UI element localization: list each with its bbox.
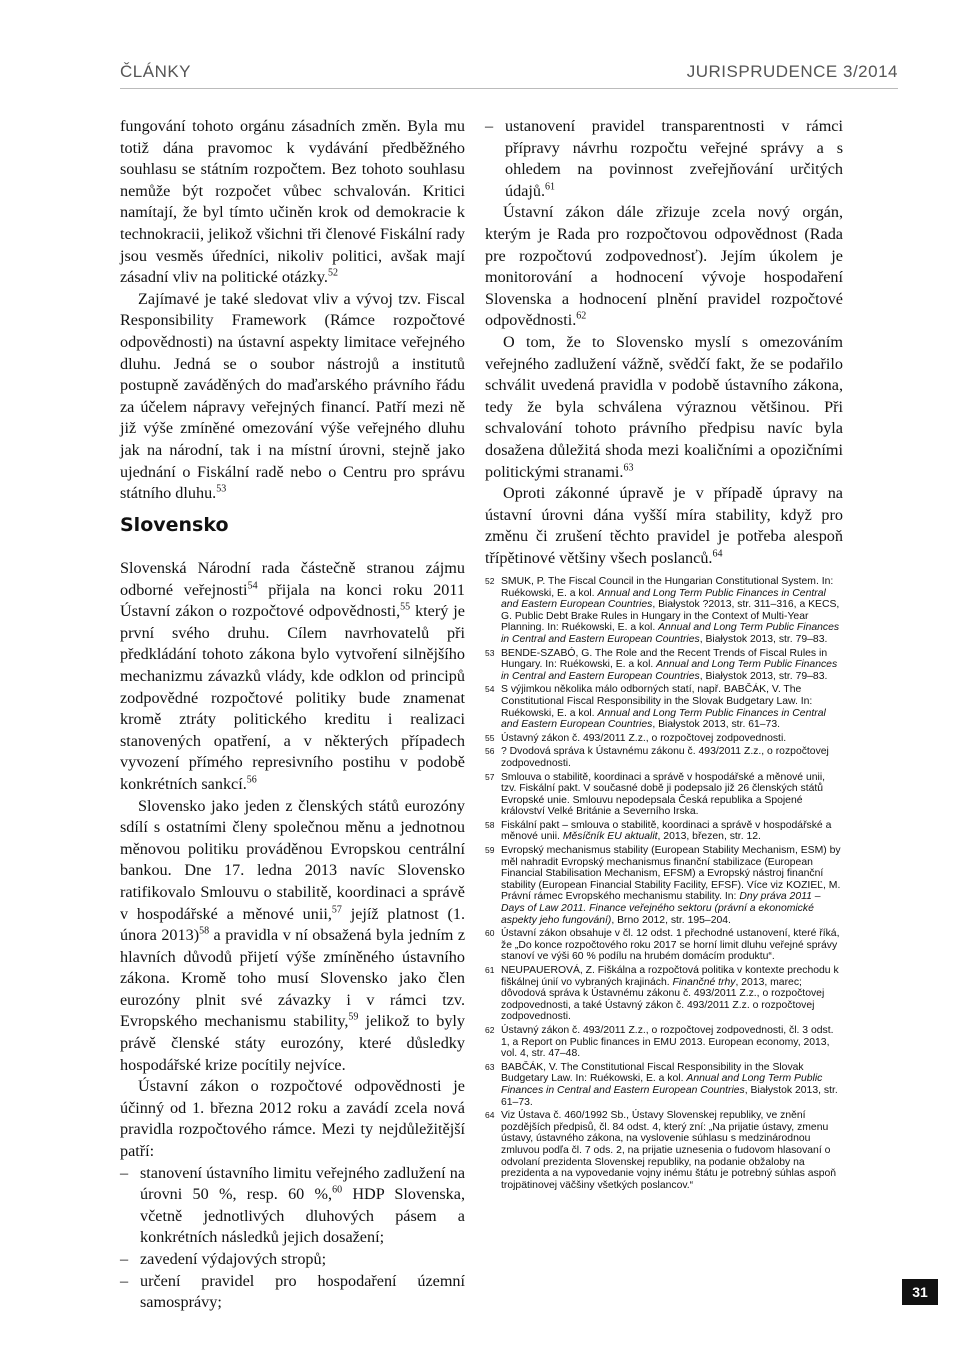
footnote [485,1110,843,1191]
footnote-text: , Brno 2012, str. 195–204. [611,914,731,926]
footnote [485,1025,843,1060]
footnote-text: NEUPAUEROVÁ, Z. Fiškálna a rozpočtová politika v kontexte prechodu k fiškálnej únií vo vybraných krajinách. [501,965,839,988]
footnote [485,820,843,843]
paragraph: O tom, že to Slovensko myslí s omezováním veřejného zadlužení vážně, svědčí fakt, že se podařilo schválit uvedená pravidla v podobě ústavního zákona, tedy že byla schválena výraznou většinou. Při schvalování tohoto právního předpisu navíc byla dosažena důležitá shoda mezi koaličními a opozičními politickými stranami.$^{63}$ [485,332,843,481]
page-number: 31 [902,1279,938,1305]
footnote [485,928,843,963]
list-item: – zavedení výdajových stropů; [120,1249,465,1271]
footnote-text: Ústavný zákon č. 493/2011 Z.z., o rozpočtovej zodpovednosti, čl. 3 odst. 1, a Report on Public finances in EMU 2013. European economy, 2013, vol. 4, str. 47–48. [501,1024,834,1060]
footnote-ref[interactable]: 64 [712,548,723,560]
footnote-number: 60 [485,928,495,939]
footnote [485,965,843,1023]
footnote-text: BABČÁK, V. The Constitutional Fiscal Responsibility in the Slovak Budgetary Law. In: Ruékowski, E. a kol. [501,1061,804,1085]
left-column-top [120,116,465,505]
footnote-ref[interactable]: 60 [332,1184,343,1196]
footnote [485,746,843,769]
footnote-number: 55 [485,732,495,743]
footnote-number: 63 [485,1061,495,1072]
footnote [485,648,843,683]
dash-marker: – [485,117,494,135]
footnote-ref[interactable]: 53 [216,483,227,495]
footnote-ref[interactable]: 55 [400,601,411,613]
footnote-text: Dny práva 2011 – Days of Law 2011. Finance veřejného sektoru (právní a ekonomické aspekty jeho fungování) [501,891,821,926]
footnote-text: Annual and Long Term Public Finances in Central and Eastern European Countries [501,707,826,731]
footnote-ref[interactable]: 52 [327,267,338,279]
footnote-number: 59 [485,845,495,856]
list-item: – stanovení ústavního limitu veřejného zadlužení na úrovni 50 %, resp. 60 %,$^{60}$ HDP Slovenska, včetně jednotlivých dluhových pásem a konkrétních následků jejich dosažení; [120,1163,466,1247]
footnote-text: Smlouva o stabilitě, koordinaci a správě v hospodářské a měnové unii, tzv. Fiskální pakt. V současné době ji podepsalo již 26 členských států Evropské unie. Smlouvu nepodepsala Česká republika a Spojené království Velké Británie a Severního Irska. [501,771,826,818]
footnote-text: SMUK, P. The Fiscal Council in the Hungarian Constitutional System. In: Ruékowski, E. a kol. [501,576,834,599]
footnote-number: 56 [485,746,495,757]
dash-marker: – [120,1250,129,1268]
footnote-text: , Białystok 2013, str. 79–83. [699,633,828,645]
footnote-text: Annual and Long Term Public Finances in Central and Eastern European Countries [501,659,838,682]
paragraph: fungování tohoto orgánu zásadních změn. Byla mu totiž dána pravomoc k vydávání předběžného souhlasu se státním rozpočtem. Bez tohoto souhlasu nemůže být rozpočet vůbec schvalován. Kritici namítají, že byl tímto učiněn krok od demokracie k technokracii, jelikož všichni tři členové Fiskální rady jsou vesměs úředníci, nikoliv politici, avšak mají zásadní vliv na politické otázky.$^{52}$ [120,117,465,287]
footnote [485,772,843,818]
footnote-number: 61 [485,965,495,975]
footnote-number: 64 [485,1110,495,1121]
paragraph: Ústavní zákon dále zřizuje zcela nový orgán, kterým je Rada pro rozpočtovou odpovědnost (Rada pre rozpočtovú zodpovednosť). Jejím úkolem je monitorování a hodnocení vývoje hospodaření Slovenska a hodnocení plnění pravidel rozpočtové odpovědnosti.$^{62}$ [485,203,843,330]
footnote-ref[interactable]: 58 [199,925,210,937]
footnote-text: BENDE-SZABÓ, G. The Role and the Recent Trends of Fiscal Rules in Hungary. In: Ruékowski, E. a kol. [501,647,828,671]
right-column [485,116,843,569]
footnote-text: Ústavní zákon obsahuje v čl. 12 odst. 1 přechodné ustanovení, které říká, že „Do konce rozpočtového roku 2017 se horní limit dluhu veřejné správy stanoví ve výši 60 % podílu na hrubém domácím produktu“. [501,928,840,963]
footnote-text: , Białystok 2013, str. 61–73. [501,1084,838,1108]
footnote-text: , 2013, marec; dôvodová správa k Ústavnému zákonu č. 493/2011 Z.z., o rozpočtovej zodpovednosti, a také Ústavný zákon č. 493/2011 Z.z. o rozpočtovej zodpovednosti. [501,976,825,1023]
footnote-ref[interactable]: 56 [246,774,257,786]
footnote [485,733,843,745]
footnote [485,576,843,646]
paragraph: Oproti zákonné úpravě je v případě úpravy na ústavní úrovni dána vyšší míra stability, když pro změnu či zrušení těchto pravidel je potřeba alespoň třípětinové většiny všech poslanců.$^{64}$ [485,484,843,567]
footnote-text: Finančné trhy [672,976,736,988]
running-header [0,58,960,86]
footnote-text: Viz Ústava č. 460/1992 Sb., Ústavy Slovenskej republiky, ve znění pozdějších předpisů, čl. 84 odst. 4, který zní: „Na prijatie ústavy, zmenu ústavy, ústavného zákona, na vyslovenie súhlasu s medzinárodnou zmluvou podľa čl. 7 ods. 2, na prijatie uznesenia o fudovom hlasovaní o odvolaní prezidenta Slovenskej republiky, na podanie obžaloby na prezidenta a na vypovedanie vojny inému štátu je potrebný súhlas aspoň trojpätinovej väčšiny všetkých poslancov.“ [501,1110,837,1191]
footnotes [485,576,843,1193]
paragraph: Ústavní zákon o rozpočtové odpovědnosti je účinný od 1. března 2012 roku a zavádí zcela nová pravidla rozpočtového rámce. Mezi ty nejdůležitější patří: [120,1077,465,1161]
footnote-text: Fiskální pakt – smlouva o stabilitě, koordinaci a správě v hospodářské a měnové unii. [501,819,832,843]
footnote-text: Annual and Long Term Public Finances in Central and Eastern European Countries [501,1073,823,1096]
footnote-number: 62 [485,1024,495,1035]
footnote-text: , Białystok ?2013, str. 311–316, a KECS, G. Public Debt Brake Rules in Hungary in the Context of Multi-Year Planning. In: Ruékowski, E. a kol. [501,599,840,634]
section-heading: Slovensko [120,514,229,536]
dash-marker: – [120,1271,129,1290]
footnote-ref[interactable]: 63 [623,462,634,474]
footnote-text: , Białystok 2013, str. 61–73. [652,719,780,731]
list-item: – určení pravidel pro hospodaření územní samosprávy; [120,1271,465,1312]
footnote-ref[interactable]: 57 [331,904,342,916]
paragraph: Slovenská Národní rada částečně stranou zájmu odborné veřejnosti$^{54}$ přijala na konci roku 2011 Ústavní zákon o rozpočtové odpovědnosti,$^{55}$ který je první svého druhu. Cílem navrhovatelů při předkládání tohoto zákona bylo vytvoření silnějšího mechanizmu závazků vlády, kde odklon od principů zodpovědné rozpočtové politiky bude znamenat kromě ztráty politického kreditu i realizaci stanovených opatření, a v některých případech vyvození přímého represivního postihu v podobě konkrétních sankcí.$^{56}$ [120,559,465,793]
footnote-text: Annual and Long Term Public Finances in Central and Eastern European Countries [501,587,826,611]
footnote-number: 57 [485,771,495,782]
footnote-ref[interactable]: 59 [348,1012,359,1024]
paragraph: Slovensko jako jeden z členských států eurozóny sdílí s ostatními členy společnou měnu a jednotnou měnovou politiku prováděnou Evropskou centrální bankou. Dne 17. ledna 2013 navíc Slovensko ratifikovalo Smlouvu o stabilitě, koordinaci a správě v hospodářské a měnové unii,$^{57}$ jejíž platnost (1. února 2013)$^{58}$ a pravidla v ní obsažená byla jedním z hlavních důvodů přijetí výše zmíněného ústavního zákona. Kromě toho musí Slovensko jako člen eurozóny plnit své závazky i v rámci tzv. Evropského mechanismu stability,$^{59}$ jelikož to byly právě členské státy eurozóny, které důsledky hospodářské krize pocítily nejvíce. [120,796,466,1074]
footnote-text: Evropský mechanismus stability (European Stability Mechanism, ESM) by měl nahradit Evropský mechanismus finanční stabilizace (European Financial Stabilisation Mechanism, EFSM) a Evropský nástroj finanční stability (European Financial Stability Facility, EFSF). Více viz KOZIEĽ, M. Právní rámec Evropského mechanismu stability. In: [501,845,841,903]
footnote-number: 52 [485,576,495,586]
footnote [485,1062,843,1108]
footnote-ref[interactable]: 61 [545,181,556,193]
footnote-text: Měsíčník EU aktualit [562,831,658,843]
footnote-number: 53 [485,647,495,658]
footnote-text: ? Dvodová správa k Ústavnému zákonu č. 493/2011 Z.z., o rozpočtovej zodpovednosti. [501,746,829,769]
footnote-ref[interactable]: 54 [247,580,258,592]
list-item: – ustanovení pravidel transparentnosti v rámci přípravy návrhu rozpočtu veřejné správy a s ohledem na povinnost zveřejňování určitých údajů.$^{61}$ [485,117,843,200]
footnote [485,845,843,926]
footnote [485,684,843,730]
footnote-number: 58 [485,819,495,830]
footnote-text: , 2013, březen, str. 12. [657,831,761,843]
footnote-text: , Białystok 2013, str. 79–83. [699,670,828,682]
footnote-text: Ústavný zákon č. 493/2011 Z.z., o rozpočtovej zodpovednosti. [501,732,787,744]
footnote-text: Annual and Long Term Public Finances in Central and Eastern European Countries [501,622,840,645]
section-label: ČLÁNKY [120,62,192,81]
footnote-number: 54 [485,684,495,695]
journal-label: JURISPRUDENCE 3/2014 [686,62,898,81]
paragraph: Zajímavé je také sledovat vliv a vývoj tzv. Fiscal Responsibility Framework (Rámce rozpočtové odpovědnosti) na ústavní aspekty limitace veřejného dluhu. Jedná se o soubor nástrojů a institutů postupně zaváděných do maďarského právního řádu za účelem nápravy veřejných financí. Patří mezi ně již výše zmíněné omezování výše veřejného dluhu jak na národní, tak i na místní úrovni, stejně jako ujednání o Fiskální radě nebo o Centru pro správu státního dluhu.$^{53}$ [120,289,465,503]
header-rule [120,88,898,89]
footnote-ref[interactable]: 62 [576,310,587,322]
left-column-bottom [120,558,465,1314]
footnote-text: S výjimkou několika málo odborných statí, např. BABČÁK, V. The Constitutional Fiscal Responsibility in the Slovak Budgetary Law. In: Ruékowski, E. a kol. [501,684,813,719]
dash-marker: – [120,1163,129,1182]
